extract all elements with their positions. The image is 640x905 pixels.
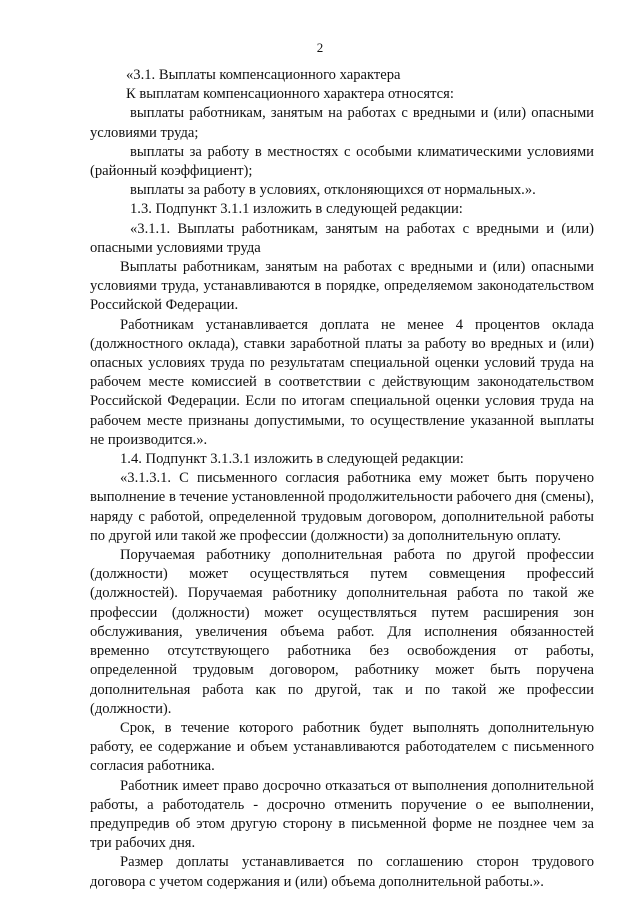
section-heading-3-1: «3.1. Выплаты компенсационного характера bbox=[126, 67, 401, 83]
page-number: 2 bbox=[316, 40, 324, 55]
document-body bbox=[90, 66, 594, 892]
subsection-3-1-3-1: «3.1.3.1. С письменного согласия работника ему может быть поручено выполнение в течение установленной продолжительности рабочего дня (смены), наряду с работой, определенной трудовым договором, дополнительной работы по другой или такой же профессии (должности) за дополнительную оплату. bbox=[90, 470, 594, 544]
paragraph: Выплаты работникам, занятым на работах с вредными и (или) опасными условиями труда, устанавливаются в порядке, определяемом законодательством Российской Федерации. bbox=[90, 259, 594, 314]
list-item: выплаты за работу в условиях, отклоняющихся от нормальных.». bbox=[130, 182, 536, 199]
list-item: выплаты работникам, занятым на работах с вредными и (или) опасными условиями труда; bbox=[90, 105, 594, 141]
paragraph: Поручаемая работнику дополнительная работа по другой профессии (должности) может осуществляться путем совмещения профессий (должностей). Поручаемая работнику дополнительная работа по такой же профессии (должности) может осуществляться путем расширения зон обслуживания, увеличения объема работ. Для исполнения обязанностей временно отсутствующего работника без освобождения от работы, определенной трудовым договором, работнику может быть поручена дополнительная работа как по другой, так и по такой же профессии (должности). bbox=[90, 547, 594, 717]
paragraph: Размер доплаты устанавливается по соглашению сторон трудового договора с учетом содержания и (или) объема дополнительной работы.». bbox=[90, 854, 594, 890]
amendment-1-3: 1.3. Подпункт 3.1.1 изложить в следующей редакции: bbox=[130, 201, 463, 218]
paragraph: Срок, в течение которого работник будет выполнять дополнительную работу, ее содержание и объем устанавливаются работодателем с письменного согласия работника. bbox=[90, 719, 594, 775]
subsection-heading-3-1-1: «3.1.1. Выплаты работникам, занятым на работах с вредными и (или) опасными условиями труда bbox=[90, 220, 594, 256]
paragraph: Работникам устанавливается доплата не менее 4 процентов оклада (должностного оклада), ставки заработной платы за работу во вредных и (или) опасных условиях труда по результатам специальной оценки условий труда на рабочем месте комиссией в соответствии с действующим законодательством Российской Федерации. Если по итогам специальной оценки условия труда на рабочем месте признаны допустимыми, то осуществление указанной выплаты не производится.». bbox=[90, 316, 594, 448]
paragraph: Работник имеет право досрочно отказаться от выполнения дополнительной работы, а работодатель - досрочно отменить поручение о ее выполнении, предупредив об этом другую сторону в письменной форме не позднее чем за три рабочих дня. bbox=[90, 777, 594, 852]
list-item: выплаты за работу в местностях с особыми климатическими условиями (районный коэффициент); bbox=[90, 143, 594, 180]
amendment-1-4: 1.4. Подпункт 3.1.3.1 изложить в следующей редакции: bbox=[120, 451, 464, 468]
paragraph: К выплатам компенсационного характера относятся: bbox=[126, 86, 454, 103]
